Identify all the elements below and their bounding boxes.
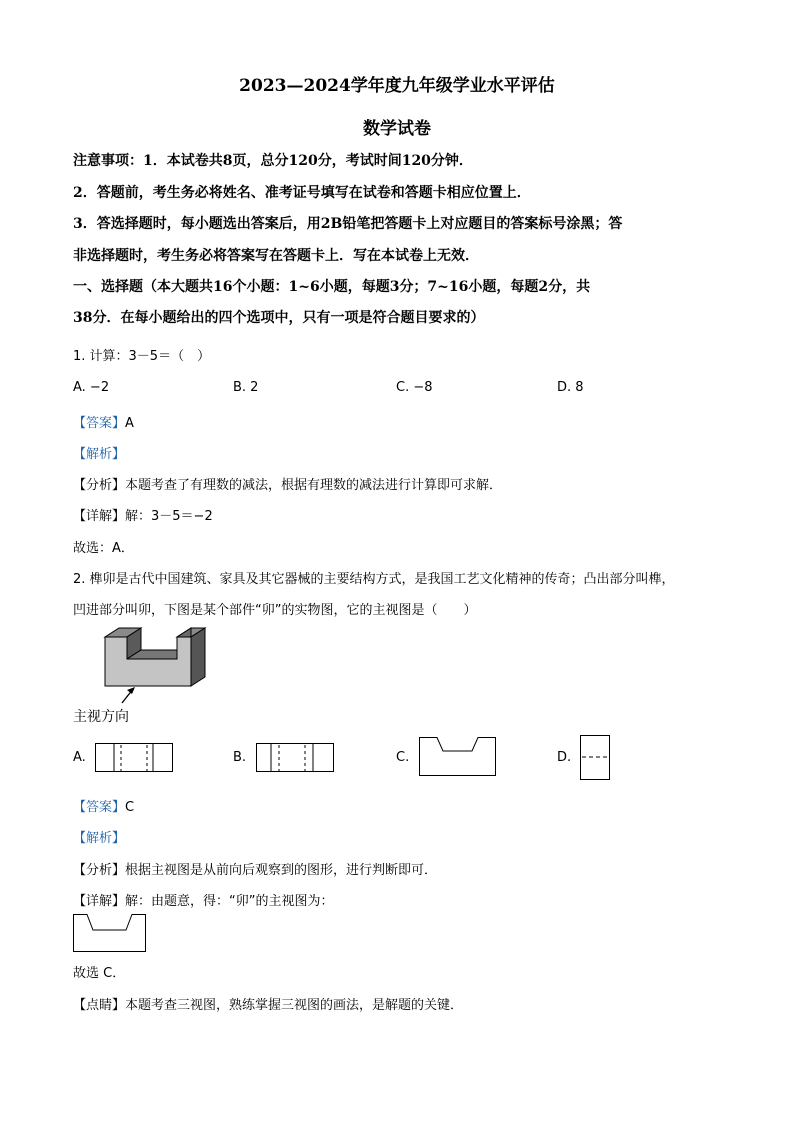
q2-stem-line-1: 2. 榫卯是古代中国建筑、家具及其它器械的主要结构方式，是我国工艺文化精神的传奇；凸出部分叫榫， (73, 572, 675, 587)
q2-xiangjie (73, 890, 334, 909)
q2-answer-value: C (125, 800, 135, 815)
section-heading-line-1: 一、选择题（本大题共16个小题：1~6小题，每题3分；7~16小题，每题2分，共 (73, 279, 591, 295)
q1-fenxi-tag: 【分析】 (73, 478, 126, 493)
q2-option-d-figure (580, 735, 612, 781)
q1-fenxi-text: 本题考查了有理数的减法，根据有理数的减法进行计算即可求解． (125, 478, 503, 493)
section-heading-line-2: 38分．在每小题给出的四个选项中，只有一项是符合题目要求的） (73, 310, 485, 326)
q2-conclusion: 故选 C． (73, 966, 126, 981)
q2-analysis-tag: 【解析】 (73, 831, 126, 846)
q2-option-b: B. (233, 750, 247, 765)
q1-option-d: D. 8 (557, 380, 584, 395)
q1-option-a: A. −2 (73, 380, 110, 395)
q1-answer-tag: 【答案】 (73, 416, 126, 431)
q2-xiangjie-tag: 【详解】 (73, 894, 126, 909)
q2-answer-tag: 【答案】 (73, 800, 126, 815)
q2-fenxi-tag: 【分析】 (73, 863, 126, 878)
notes-line-1: 注意事项：1．本试卷共8页，总分120分，考试时间120分钟． (73, 153, 473, 169)
q2-option-c-figure (419, 737, 499, 777)
q2-dianjing-tag: 【点睛】 (73, 998, 126, 1013)
q2-option-a: A. (73, 750, 86, 765)
q2-stem-line-2: 凹进部分叫卯，下图是某个部件“卯”的实物图，它的主视图是（ ） (73, 603, 477, 618)
q2-fenxi (73, 859, 437, 878)
q1-xiangjie-text: 解：3－5＝−2 (125, 509, 213, 524)
q2-dianjing (73, 994, 463, 1013)
q2-option-c: C. (396, 750, 410, 765)
q1-answer-value: A (125, 416, 134, 431)
q2-answer (73, 796, 134, 815)
q2-option-a-figure (95, 743, 175, 773)
notes-line-4: 非选择题时，考生务必将答案写在答题卡上．写在本试卷上无效． (73, 248, 479, 264)
q1-stem: 1. 计算：3－5＝（ ） (73, 349, 211, 364)
page-title: 2023—2024学年度九年级学业水平评估 (239, 76, 555, 96)
q2-xiangjie-text: 解：由题意，得：“卯”的主视图为： (125, 894, 334, 909)
q2-figure-caption: 主视方向 (73, 709, 129, 725)
q1-conclusion: 故选：A． (73, 541, 134, 556)
notes-line-3: 3．答选择题时，每小题选出答案后，用2B铅笔把答题卡上对应题目的答案标号涂黑；答 (73, 216, 623, 232)
q2-fenxi-text: 根据主视图是从前向后观察到的图形，进行判断即可． (125, 863, 438, 878)
q2-solution-figure (73, 914, 149, 954)
q1-option-b: B. 2 (233, 380, 259, 395)
notes-line-2: 2．答题前，考生务必将姓名、准考证号填写在试卷和答题卡相应位置上． (73, 185, 531, 201)
q1-analysis-tag: 【解析】 (73, 447, 126, 462)
q1-xiangjie-tag: 【详解】 (73, 509, 126, 524)
page-subtitle: 数学试卷 (363, 119, 431, 139)
q2-option-d: D. (557, 750, 572, 765)
q2-dianjing-text: 本题考查三视图，熟练掌握三视图的画法，是解题的关键． (125, 998, 464, 1013)
q1-option-c: C. −8 (396, 380, 433, 395)
q2-option-b-figure (256, 743, 336, 773)
